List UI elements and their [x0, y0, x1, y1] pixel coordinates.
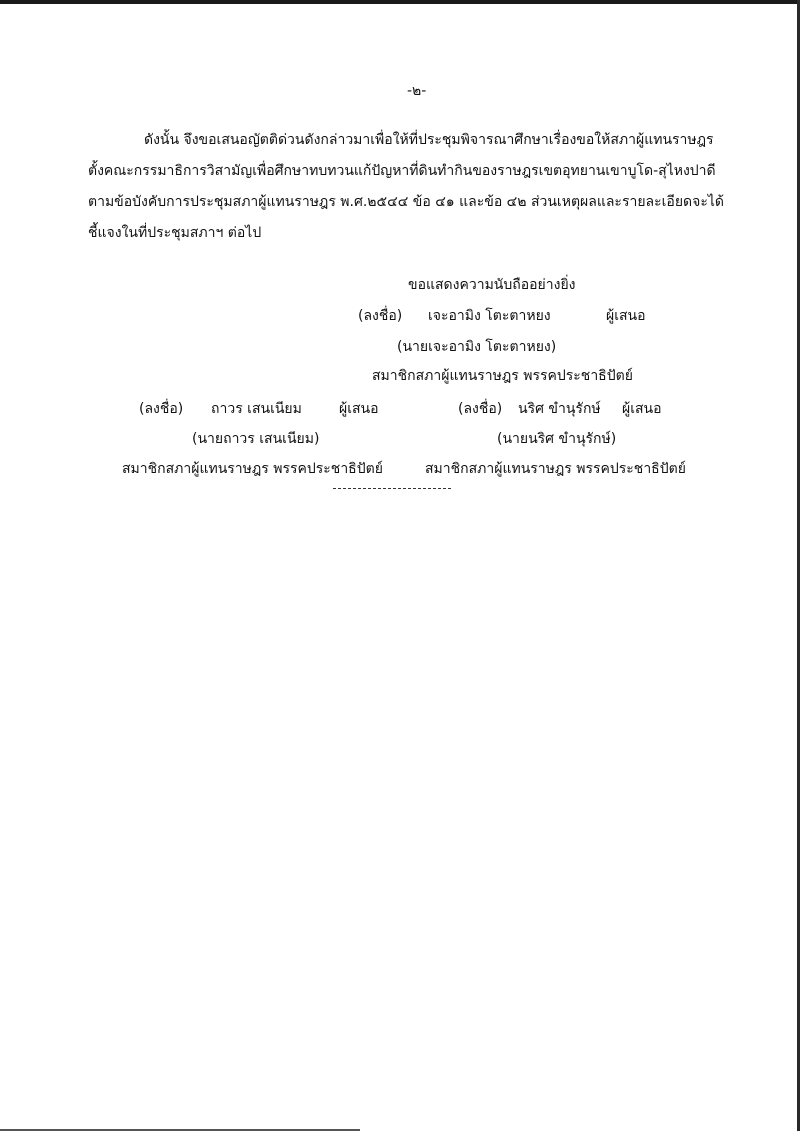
main-role: ผู้เสนอ [606, 308, 646, 324]
body-line: ชี้แจงในที่ประชุมสภาฯ ต่อไป [88, 225, 262, 241]
left-sign-label: (ลงชื่อ) [139, 401, 184, 417]
body-line: ตั้งคณะกรรมาธิการวิสามัญเพื่อศึกษาทบทวนแก้ปัญหาที่ดินทำกินของราษฎรเขตอุทยานเขาบูโด-สุไหงปาดี [88, 163, 716, 179]
main-name: (นายเจะอามิง โตะตาหยง) [397, 339, 557, 355]
left-role: ผู้เสนอ [339, 401, 379, 417]
right-signature: นริศ ขำนุรักษ์ [518, 401, 601, 417]
left-position: สมาชิกสภาผู้แทนราษฎร พรรคประชาธิปัตย์ [122, 461, 383, 477]
closing-phrase: ขอแสดงความนับถืออย่างยิ่ง [408, 277, 576, 293]
main-sign-label: (ลงชื่อ) [358, 308, 403, 324]
right-sign-label: (ลงชื่อ) [458, 401, 503, 417]
right-name: (นายนริศ ขำนุรักษ์) [497, 431, 617, 447]
body-line: ตามข้อบังคับการประชุมสภาผู้แทนราษฎร พ.ศ.๒๕๔๔ ข้อ ๔๑ และข้อ ๔๒ ส่วนเหตุผลและรายละเอียดจะได้ [88, 194, 724, 210]
right-role: ผู้เสนอ [622, 401, 662, 417]
body-line: ดังนั้น จึงขอเสนอญัตติด่วนดังกล่าวมาเพื่อให้ที่ประชุมพิจารณาศึกษาเรื่องขอให้สภาผู้แทนราษฎร [144, 132, 714, 148]
main-position: สมาชิกสภาผู้แทนราษฎร พรรคประชาธิปัตย์ [372, 368, 633, 384]
scan-top-edge [0, 0, 800, 4]
main-signature: เจะอามิง โตะตาหยง [428, 308, 551, 324]
right-position: สมาชิกสภาผู้แทนราษฎร พรรคประชาธิปัตย์ [425, 461, 686, 477]
body-paragraph [88, 125, 724, 249]
left-signature: ถาวร เสนเนียม [211, 401, 302, 417]
page-number: -๒- [407, 83, 427, 99]
left-name: (นายถาวร เสนเนียม) [192, 431, 320, 447]
end-divider [333, 488, 451, 489]
